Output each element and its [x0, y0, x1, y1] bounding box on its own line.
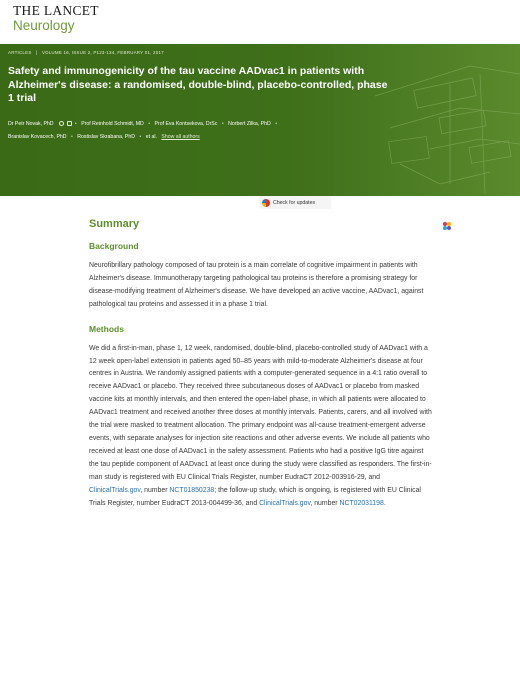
- info-separator: •: [89, 200, 92, 206]
- author-link[interactable]: Norbert Zilka, PhD: [228, 121, 271, 127]
- check-updates-label: Check for updates: [273, 199, 316, 206]
- author-separator: •: [139, 134, 142, 140]
- article-title: Safety and immunogenicity of the tau vaccine AADvac1 in patients with Alzheimer's disease: a randomised, double-blind, placebo-controlled, phase 1 trial: [8, 65, 388, 104]
- author-separator: •: [148, 121, 151, 127]
- article-meta: [8, 50, 167, 55]
- author-link[interactable]: Prof Eva Kontsekova, DrSc: [154, 121, 218, 127]
- methods-text: We did a first-in-man, phase 1, 12 week, randomised, double-blind, placebo-controlled study of AADvac1 with a 12 week open-label extension in patients aged 50–85 years with mild-to-moderate Alzheimer's disease at four centres in Austria. We randomly assigned patients with a computer-generated sequence in a 4:1 ratio overall to receive AADvac1 or placebo. They received three subcutaneous doses of AADvac1 or placebo from masked vaccine kits at monthly intervals, and then entered the open-label phase, in which all patients were allocated to AADvac1 treatment and received another three doses at monthly intervals. Patients, carers, and all involved with the trial were masked to treatment allocation. The primary endpoint was all-cause treatment-emergent adverse events, with separate analyses for injection site reactions and other adverse events. We include all patients who received at least one dose of AADvac1 in the safety assessment. Patients who had a positive IgG titre against the tau peptide component of AADvac1 at least once during the study were classified as responders. The first-in-man study is registered with EU Clinical Trials Register, number EudraCT 2012-003916-29, and: [89, 344, 432, 481]
- background-paragraph: Neurofibrillary pathology composed of tau protein is a main correlate of cognitive impairment in patients with Alzheimer's disease. Immunotherapy targeting pathological tau proteins is therefore a promising strategy for disease-modifying treatment of Alzheimer's disease. We have developed an active vaccine, AADvac1, against pathological tau proteins and assessed it in a phase 1 trial.: [89, 262, 424, 308]
- brand-top: THE LANCET: [13, 3, 99, 18]
- nct-link[interactable]: NCT02031198: [339, 499, 384, 507]
- author-link[interactable]: Branislav Kovacech, PhD: [8, 134, 67, 140]
- plumx-label: PlumX Metrics: [453, 223, 492, 229]
- author-separator: •: [221, 121, 224, 127]
- article-type[interactable]: ARTICLES: [8, 50, 32, 55]
- doi-link[interactable]: https://doi.org/10.1016/S1474-4422(16)30331-3: [106, 200, 219, 206]
- brand-bottom: Neurology: [13, 18, 75, 33]
- crossmark-icon: [262, 199, 270, 207]
- author-separator: •: [71, 134, 73, 140]
- person-icon[interactable]: [59, 121, 64, 126]
- author-link[interactable]: Dr Petr Novak, PhD: [8, 121, 54, 127]
- author-list: [8, 118, 358, 144]
- article-summary: [89, 218, 434, 522]
- methods-paragraph: [89, 343, 434, 511]
- check-for-updates-button[interactable]: [259, 196, 331, 209]
- published-label: Published:: [8, 200, 33, 206]
- nct-link[interactable]: NCT01850238: [169, 486, 215, 494]
- author-separator: •: [74, 121, 77, 127]
- journal-logo[interactable]: [13, 4, 213, 34]
- volume-issue[interactable]: VOLUME 16, ISSUE 2, P123-134, FEBRUARY 01, 2017: [41, 50, 164, 55]
- email-icon[interactable]: [67, 121, 72, 126]
- background-heading: Background: [89, 241, 139, 251]
- summary-heading: Summary: [89, 218, 140, 230]
- meta-divider: |: [35, 50, 38, 55]
- plumx-metrics-link[interactable]: [443, 222, 492, 230]
- methods-text: , number: [310, 499, 340, 507]
- author-link[interactable]: Prof Reinhold Schmidt, MD: [81, 121, 144, 127]
- et-al: et al.: [145, 134, 157, 140]
- show-all-authors-link[interactable]: Show all authors: [161, 134, 200, 140]
- author-link[interactable]: Rostislav Skrabana, PhD: [77, 134, 135, 140]
- methods-text: .: [383, 499, 386, 507]
- clinicaltrials-link[interactable]: ClinicalTrials.gov: [259, 499, 311, 507]
- published-date: December 09, 2016: [36, 200, 83, 206]
- author-separator: •: [275, 121, 278, 127]
- methods-text: ; the follow-up study, which is ongoing, is registered with EU Clinical Trials Register, number EudraCT 2013-004499-36, and: [89, 486, 421, 507]
- doi-label: DOI:: [92, 200, 104, 206]
- methods-text: , number: [140, 486, 170, 494]
- methods-heading: Methods: [89, 323, 124, 334]
- plumx-icon: [443, 222, 451, 230]
- clinicaltrials-link[interactable]: ClinicalTrials.gov: [89, 486, 141, 494]
- publication-info: [8, 200, 224, 206]
